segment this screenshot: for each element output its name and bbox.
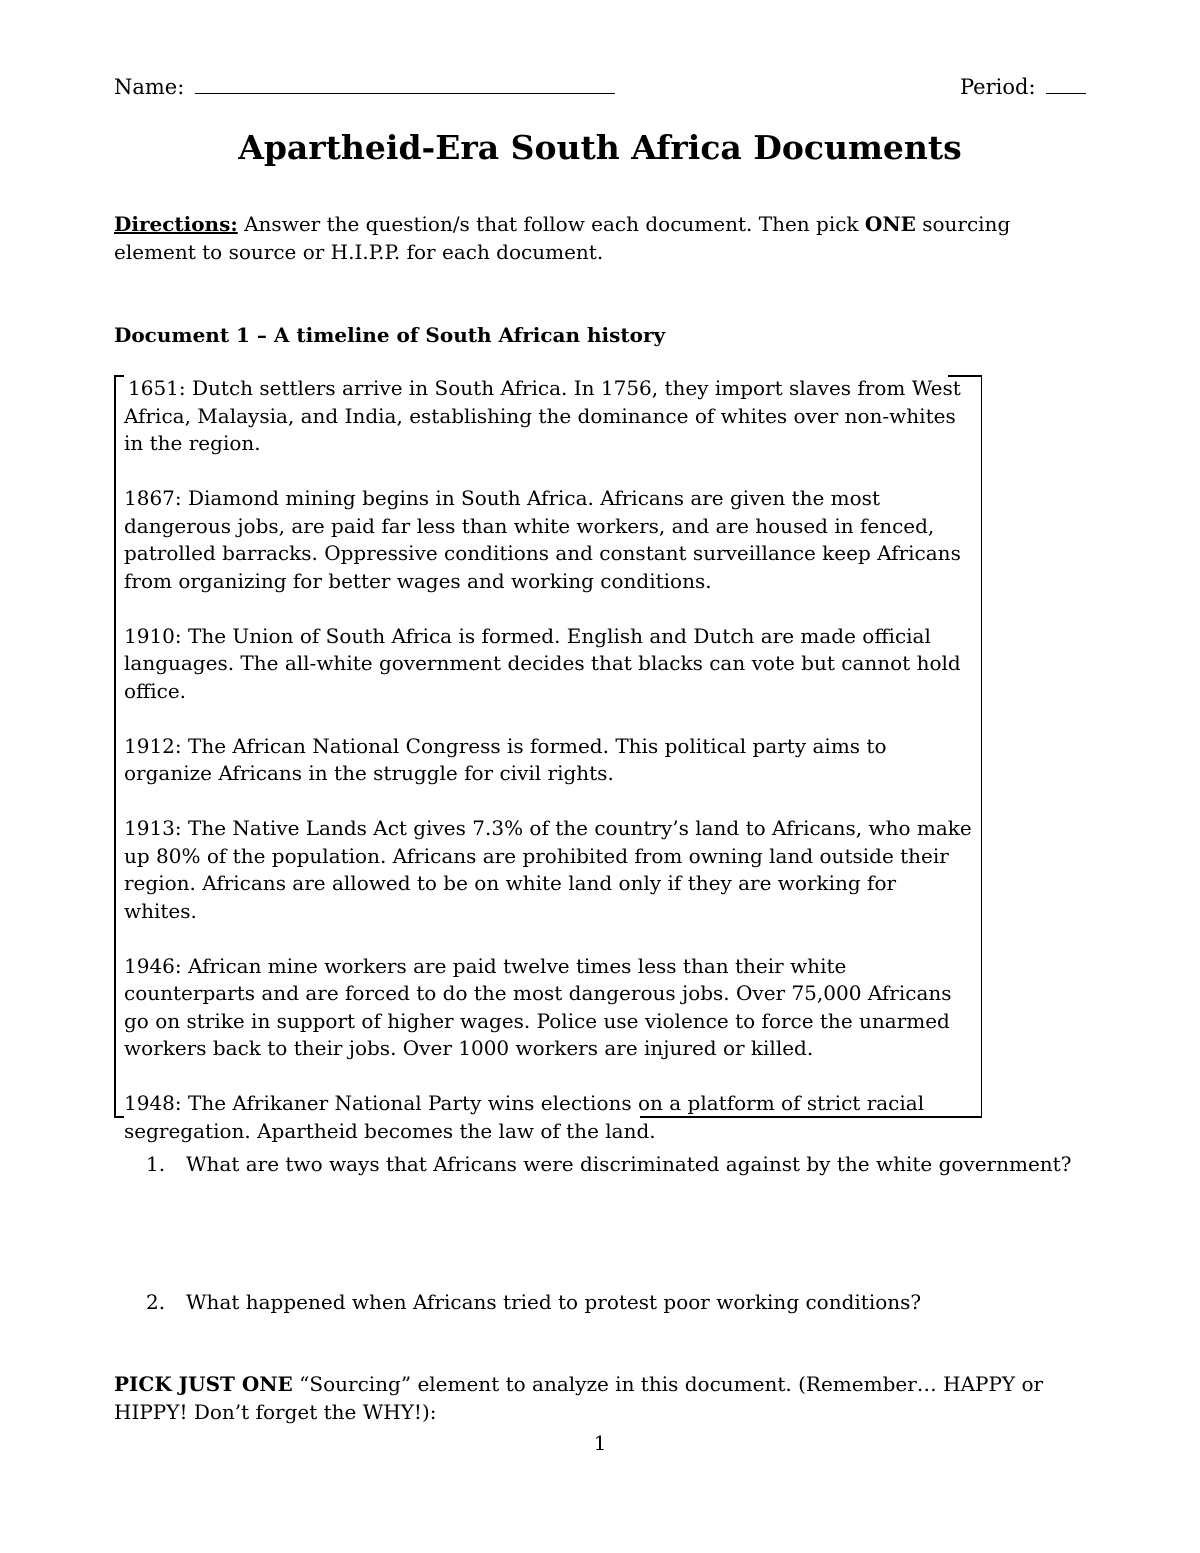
sourcing-instruction-bold: PICK JUST ONE [114,1372,293,1396]
period-field [960,74,1086,100]
box-border-bottom-left [114,1116,124,1118]
timeline-entry-1913: 1913: The Native Lands Act gives 7.3% of the country’s land to Africans, who make up 80% of the population. Africans are prohibited from owning land outside their region. Africans are allowed to be on white land only if they are working for whites. [124,816,972,923]
directions-label: Directions: [114,212,238,236]
timeline-entry-1867: 1867: Diamond mining begins in South Africa. Africans are given the most dangerous jobs, are paid far less than white workers, and are housed in fenced, patrolled barracks. Oppressive conditions and constant surveillance keep Africans from organizing for better wages and working conditions. [124,486,961,593]
box-border-left [114,375,116,1118]
name-label: Name: [114,75,185,99]
page-number: 1 [593,1431,607,1455]
directions-emphasis: ONE [864,212,916,236]
period-label: Period: [960,75,1036,99]
question-number: 1. [146,1152,166,1176]
period-blank [1046,75,1086,94]
document-heading: Document 1 – A timeline of South African history [114,323,666,347]
sourcing-instruction-text: “Sourcing” element to analyze in this document. (Remember… HAPPY or HIPPY! Don’t forget the WHY!): [114,1372,1044,1424]
timeline-entry-1946: 1946: African mine workers are paid twelve times less than their white counterparts and are forced to do the most dangerous jobs. Over 75,000 Africans go on strike in support of higher wages. Police use violence to force the unarmed workers back to their jobs. Over 1000 workers are injured or killed. [124,953,952,1060]
timeline-entry-1912: 1912: The African National Congress is formed. This political party aims to organize Africans in the struggle for civil rights. [124,733,887,785]
box-border-top-left [114,375,124,377]
directions-paragraph [114,210,1094,266]
name-field [114,74,615,100]
question-text: What are two ways that Africans were discriminated against by the white government? [186,1152,1072,1176]
question-number: 2. [146,1290,166,1314]
timeline-entry-1948: 1948: The Afrikaner National Party wins elections on a platform of strict racial segregation. Apartheid becomes the law of the land. [124,1091,925,1143]
question-1 [146,1150,1071,1178]
name-blank [195,75,615,94]
box-border-right [981,375,983,1118]
directions-text-before: Answer the question/s that follow each document. Then pick [237,212,865,236]
sourcing-instruction [114,1370,1104,1426]
timeline-entry-1910: 1910: The Union of South Africa is formed. English and Dutch are made official languages. The all-white government decides that blacks can vote but cannot hold office. [124,623,961,703]
directions-text-after: sourcing element to source or H.I.P.P. for each document. [114,212,1011,264]
question-2 [146,1288,921,1316]
page-title: Apartheid-Era South Africa Documents [238,128,962,167]
timeline-entry-1651: 1651: Dutch settlers arrive in South Africa. In 1756, they import slaves from West Africa, Malaysia, and India, establishing the dominance of whites over non-whites in the region. [124,376,961,455]
question-text: What happened when Africans tried to protest poor working conditions? [186,1290,922,1314]
timeline-box [114,371,982,1143]
timeline-entries [124,375,974,1145]
